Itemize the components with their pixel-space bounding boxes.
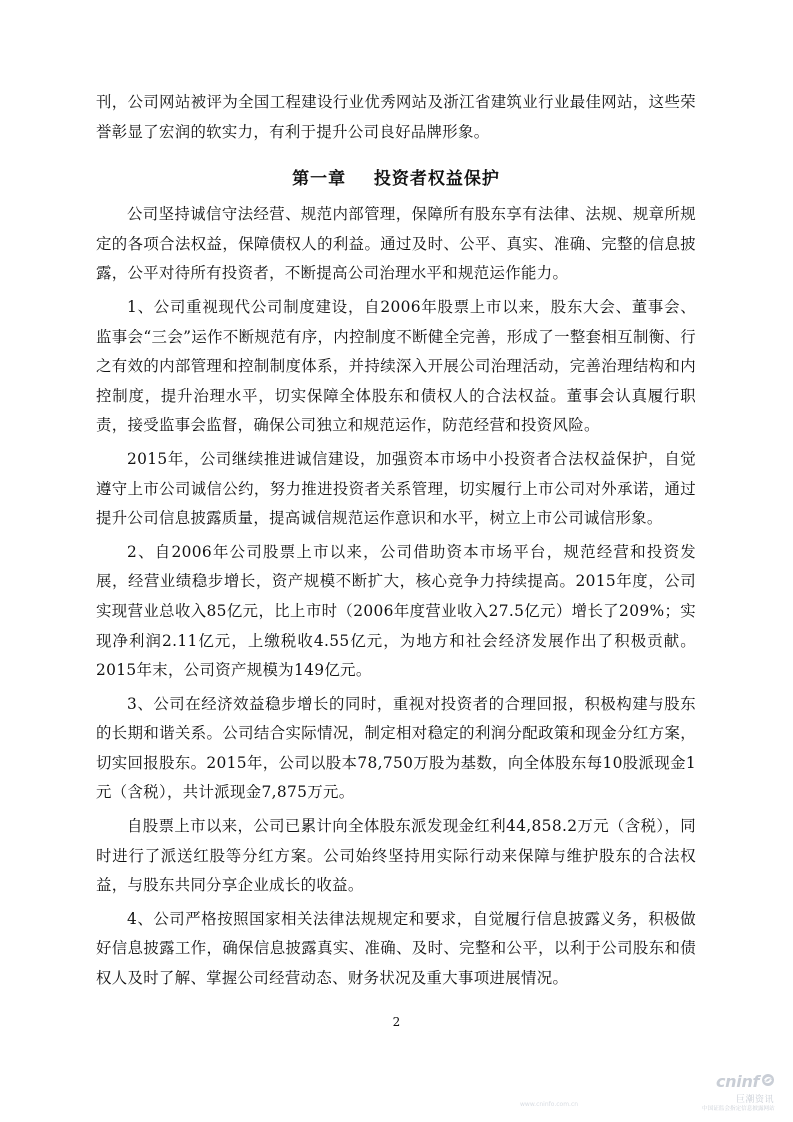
paragraph: 4、公司严格按照国家相关法律法规规定和要求，自觉履行信息披露义务，积极做好信息披露工作，确保信息披露真实、准确、及时、完整和公平，以利于公司股东和债权人及时了解、掌握公司经营动态、财务状况及重大事项进展情况。	[96, 909, 696, 988]
swirl-logo-icon	[761, 1072, 775, 1091]
logo-text: cninf	[716, 1071, 760, 1091]
paragraph: 2015年，公司继续推进诚信建设，加强资本市场中小投资者合法权益保护，自觉遵守上市公司诚信公约，努力推进投资者关系管理，切实履行上市公司对外承诺，通过提升公司信息披露质量，提高诚信规范运作意识和水平，树立上市公司诚信形象。	[96, 449, 696, 528]
paragraph: 1、公司重视现代公司制度建设，自2006年股票上市以来，股东大会、董事会、监事会“三会”运作不断规范有序，内控制度不断健全完善，形成了一整套相互制衡、行之有效的内部管理和控制制度体系，并持续深入开展公司治理活动，完善治理结构和内控制度，提升治理水平，切实保障全体股东和债权人的合法权益。董事会认真履行职责，接受监事会监督，确保公司独立和规范运作，防范经营和投资风险。	[96, 297, 696, 435]
logo-subtitle: 中国证监会指定信息披露网站	[702, 1106, 775, 1112]
paragraph: 公司坚持诚信守法经营、规范内部管理，保障所有股东享有法律、法规、规章所规定的各项合法权益，保障债权人的利益。通过及时、公平、真实、准确、完整的信息披露，公平对待所有投资者，不断提高公司治理水平和规范运作能力。	[96, 205, 696, 283]
paragraph: 3、公司在经济效益稳步增长的同时，重视对投资者的合理回报，积极构建与股东的长期和谐关系。公司结合实际情况，制定相对稳定的利润分配政策和现金分红方案，切实回报股东。2015年，公司以股本78,750万股为基数，向全体股东每10股派现金1元（含税），共计派现金7,875万元。	[96, 694, 696, 802]
paragraph: 自股票上市以来，公司已累计向全体股东派发现金红利44,858.2万元（含税），同时进行了派送红股等分红方案。公司始终坚持用实际行动来保障与维护股东的合法权益，与股东共同分享企业成长的收益。	[96, 817, 696, 895]
chapter-title: 第一章 投资者权益保护	[292, 169, 500, 190]
cninfo-watermark-logo	[700, 1070, 788, 1118]
intro-paragraph: 刊，公司网站被评为全国工程建设行业优秀网站及浙江省建筑业行业最佳网站，这些荣誉彰显了宏润的软实力，有利于提升公司良好品牌形象。	[96, 93, 696, 141]
logo-chinese-name: 巨潮资讯	[736, 1095, 775, 1105]
page-number: 2	[392, 1015, 401, 1029]
watermark-url: www.cninfo.com.cn	[520, 1101, 579, 1108]
document-body	[96, 88, 696, 994]
paragraph: 2、自2006年公司股票上市以来，公司借助资本市场平台，规范经营和投资发展，经营业绩稳步增长，资产规模不断扩大，核心竞争力持续提高。2015年度，公司实现营业总收入85亿元，比上市时（2006年度营业收入27.5亿元）增长了209%；实现净利润2.11亿元，上缴税收4.55亿元，为地方和社会经济发展作出了积极贡献。2015年末，公司资产规模为149亿元。	[96, 542, 696, 680]
